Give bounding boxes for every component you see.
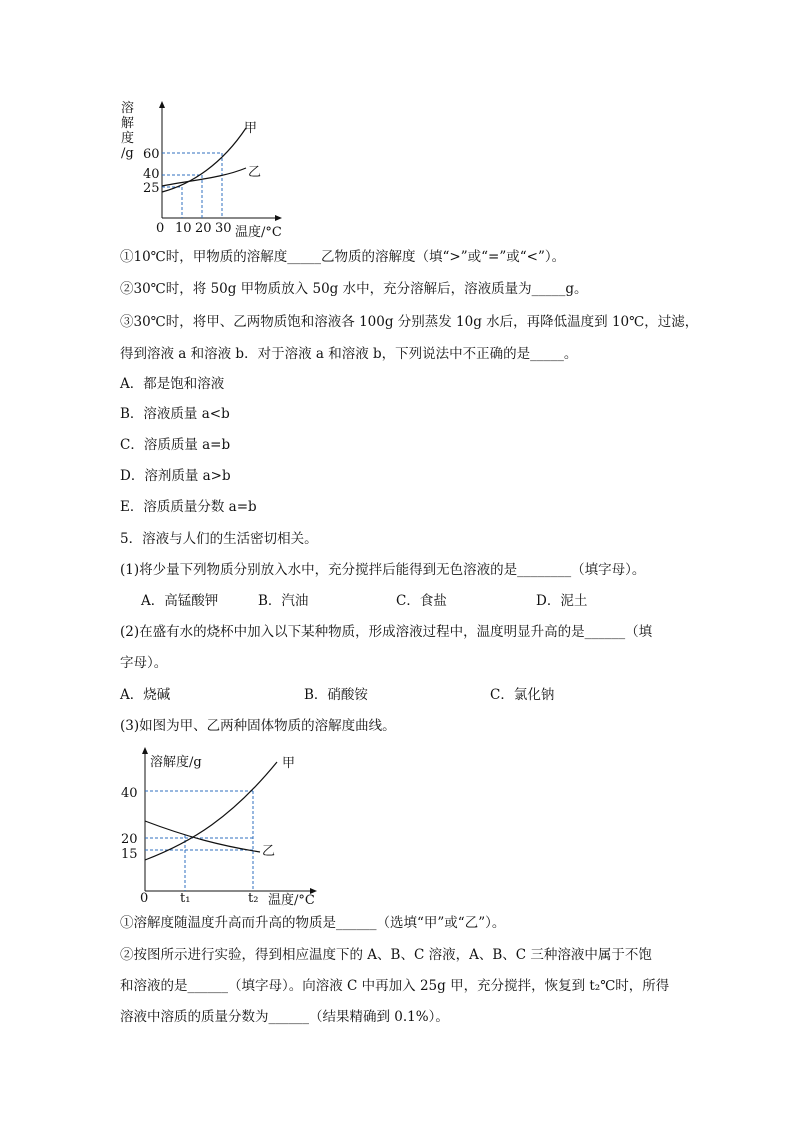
chart1-ytick-40: 40 <box>143 167 160 182</box>
chart1-ylabel-1: 溶 <box>121 101 135 116</box>
chart2-series-jia-label: 甲 <box>282 756 296 771</box>
chart2-curve-jia <box>145 762 277 860</box>
q5-part1-option-b: B．汽油 <box>258 593 309 609</box>
q4-option-e: E．溶质质量分数 a=b <box>120 499 257 515</box>
chart1-curve-jia <box>162 128 246 192</box>
chart2-ytick-20: 20 <box>121 832 138 847</box>
q4-line3b: 得到溶液 a 和溶液 b．对于溶液 a 和溶液 b，下列说法中不正确的是_____。 <box>120 346 578 362</box>
chart1-series-yi-label: 乙 <box>248 165 262 180</box>
chart2-xtick-t2: t₂ <box>248 891 259 906</box>
q5-sub1: ①溶解度随温度升高而升高的物质是______（选填“甲”或“乙”）。 <box>120 915 506 931</box>
chart1-xtick-0: 0 <box>156 221 165 236</box>
chart1-series-jia-label: 甲 <box>244 121 258 136</box>
chart1-xtick-20: 20 <box>195 221 212 236</box>
q4-line3a: ③30℃时，将甲、乙两物质饱和溶液各 100g 分别蒸发 10g 水后，再降低温度到 10℃，过滤， <box>120 314 699 330</box>
q5-part2a: (2)在盛有水的烧杯中加入以下某种物质，形成溶液过程中，温度明显升高的是______（填 <box>120 624 653 640</box>
chart2-ytick-40: 40 <box>121 786 138 801</box>
q4-option-c: C．溶质质量 a=b <box>120 437 231 453</box>
chart1-xlabel: 温度/°C <box>235 225 282 240</box>
q5-sub2b: 和溶液的是______（填字母）。向溶液 C 中再加入 25g 甲，充分搅拌，恢复到 t₂℃时，所得 <box>120 978 670 994</box>
chart1-ylabel-3: 度 <box>121 131 135 146</box>
solubility-chart-1 <box>112 96 302 244</box>
solubility-chart-2 <box>112 742 332 908</box>
chart1-ytick-60: 60 <box>143 147 160 162</box>
q5-sub2a: ②按图所示进行实验，得到相应温度下的 A、B、C 溶液，A、B、C 三种溶液中属于不饱 <box>120 947 652 963</box>
q5-part1: (1)将少量下列物质分别放入水中，充分搅拌后能得到无色溶液的是________（填字母）。 <box>120 562 646 578</box>
chart2-xtick-0: 0 <box>140 891 149 906</box>
q4-line1: ①10℃时，甲物质的溶解度_____乙物质的溶解度（填“>”或“=”或“<”）。 <box>120 249 566 265</box>
chart2-y-arrow <box>142 747 148 754</box>
q5-part2-option-c: C．氯化钠 <box>490 687 555 703</box>
q5-part3: (3)如图为甲、乙两种固体物质的溶解度曲线。 <box>120 718 396 734</box>
q5-part2-option-b: B．硝酸铵 <box>304 687 368 703</box>
q5-sub2c: 溶液中溶质的质量分数为______（结果精确到 0.1%）。 <box>120 1009 449 1025</box>
chart2-xtick-t1: t₁ <box>180 891 191 906</box>
q5-part1-option-a: A．高锰酸钾 <box>141 593 219 609</box>
q4-option-a: A．都是饱和溶液 <box>120 376 225 392</box>
chart1-curve-yi <box>162 168 246 186</box>
q5-title: 5．溶液与人们的生活密切相关。 <box>120 531 318 547</box>
q4-line2: ②30℃时，将 50g 甲物质放入 50g 水中，充分溶解后，溶液质量为_____g。 <box>120 281 588 297</box>
q5-part1-option-d: D．泥土 <box>536 593 588 609</box>
q4-option-d: D．溶剂质量 a>b <box>120 468 231 484</box>
q5-part1-option-c: C．食盐 <box>396 593 447 609</box>
chart2-ylabel: 溶解度/g <box>150 755 202 770</box>
chart1-ylabel-4: /g <box>121 146 134 161</box>
chart2-xlabel: 温度/°C <box>268 893 315 908</box>
q5-part2-option-a: A．烧碱 <box>120 687 171 703</box>
chart1-ytick-25: 25 <box>143 181 160 196</box>
chart2-ytick-15: 15 <box>121 847 138 862</box>
chart1-y-arrow <box>159 101 165 108</box>
q5-part2b: 字母）。 <box>120 655 168 671</box>
q4-option-b: B．溶液质量 a<b <box>120 406 230 422</box>
chart1-xtick-30: 30 <box>215 221 232 236</box>
chart1-ylabel-2: 解 <box>121 116 135 131</box>
chart1-xtick-10: 10 <box>175 221 192 236</box>
chart2-series-yi-label: 乙 <box>262 844 276 859</box>
chart2-curve-yi <box>145 821 260 852</box>
chart1-x-arrow <box>275 215 282 221</box>
